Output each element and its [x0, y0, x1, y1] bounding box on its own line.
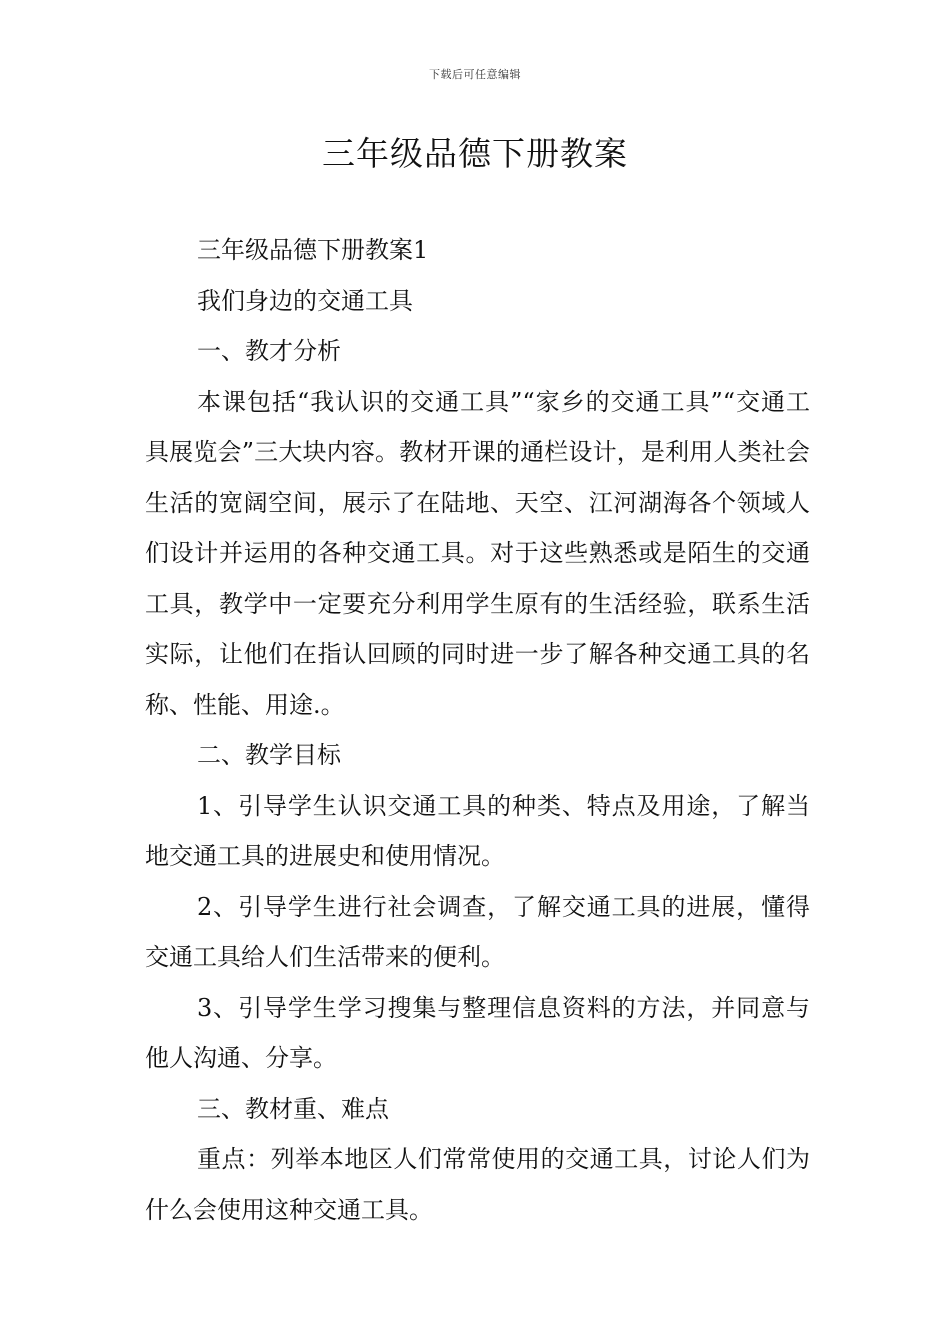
document-title: 三年级品德下册教案	[322, 134, 628, 173]
document-body	[145, 225, 810, 1235]
goal-item-3: 3、引导学生学习搜集与整理信息资料的方法，并同意与他人沟通、分享。	[145, 993, 810, 1072]
goal-item-1: 1、引导学生认识交通工具的种类、特点及用途，了解当地交通工具的进展史和使用情况。	[145, 791, 810, 870]
section-heading-analysis: 一、教才分析	[197, 337, 341, 365]
lesson-heading: 三年级品德下册教案1	[197, 236, 429, 264]
section-heading-goals: 二、教学目标	[197, 741, 341, 769]
lesson-topic: 我们身边的交通工具	[197, 286, 413, 315]
header-note: 下载后可任意编辑	[429, 68, 521, 81]
analysis-paragraph: 本课包括“我认识的交通工具”“家乡的交通工具”“交通工具展览会”三大块内容。教材开课的通栏设计，是利用人类社会生活的宽阔空间，展示了在陆地、天空、江河湖海各个领域人们设计并运用的各种交通工具。对于这些熟悉或是陌生的交通工具，教学中一定要充分利用学生原有的生活经验，联系生活实际，让他们在指认回顾的同时进一步了解各种交通工具的名称、性能、用途.。	[145, 387, 810, 719]
key-point-paragraph: 重点：列举本地区人们常常使用的交通工具，讨论人们为什么会使用这种交通工具。	[145, 1145, 810, 1224]
goal-item-2: 2、引导学生进行社会调查，了解交通工具的进展，懂得交通工具给人们生活带来的便利。	[145, 892, 810, 971]
section-heading-key-points: 三、教材重、难点	[197, 1094, 389, 1123]
